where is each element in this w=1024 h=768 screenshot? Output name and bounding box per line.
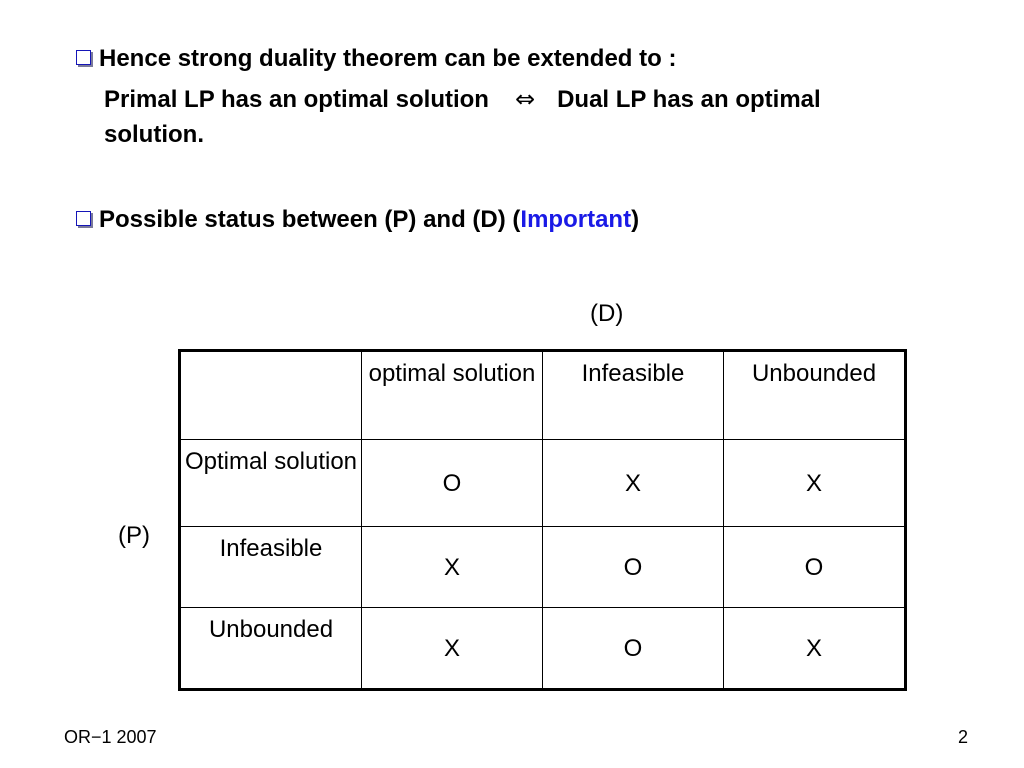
row-header: Unbounded xyxy=(180,608,362,690)
table-cell: X xyxy=(362,608,543,690)
square-bullet-icon xyxy=(76,50,91,65)
table-cell: O xyxy=(362,440,543,527)
table-cell: O xyxy=(543,527,724,608)
bullet-2 xyxy=(76,206,639,234)
primal-statement: Primal LP has an optimal solution xyxy=(104,86,489,113)
column-header: Infeasible xyxy=(543,351,724,440)
row-header: Infeasible xyxy=(180,527,362,608)
bullet-1-text: Hence strong duality theorem can be extended to : xyxy=(99,45,677,72)
equivalence-arrow-icon: ⇔ xyxy=(514,85,536,113)
duality-statement xyxy=(104,81,821,118)
bullet-2-close: ) xyxy=(631,206,640,233)
table-header-row xyxy=(180,351,906,440)
continuation-text: solution. xyxy=(104,121,204,148)
table-cell: O xyxy=(724,527,906,608)
page-number: 2 xyxy=(958,727,969,747)
column-header: Unbounded xyxy=(724,351,906,440)
footer-course-label: OR−1 2007 xyxy=(64,727,157,747)
row-header: Optimal solution xyxy=(180,440,362,527)
bullet-2-text: Possible status between (P) and (D) ( xyxy=(99,206,521,233)
dual-axis-label: (D) xyxy=(590,300,624,327)
table-cell: X xyxy=(543,440,724,527)
duality-statement-continuation xyxy=(104,117,204,153)
column-header: optimal solution xyxy=(362,351,543,440)
table-cell: X xyxy=(724,440,906,527)
table-row xyxy=(180,527,906,608)
corner-cell xyxy=(180,351,362,440)
square-bullet-icon xyxy=(76,211,91,226)
bullet-1 xyxy=(76,45,676,73)
table-row xyxy=(180,608,906,690)
table-cell: X xyxy=(724,608,906,690)
dual-statement: Dual LP has an optimal xyxy=(557,86,821,113)
important-highlight: Important xyxy=(520,206,632,233)
table-cell: X xyxy=(362,527,543,608)
primal-axis-label: (P) xyxy=(118,522,150,549)
table-row xyxy=(180,440,906,527)
status-table xyxy=(178,349,907,691)
table-cell: O xyxy=(543,608,724,690)
